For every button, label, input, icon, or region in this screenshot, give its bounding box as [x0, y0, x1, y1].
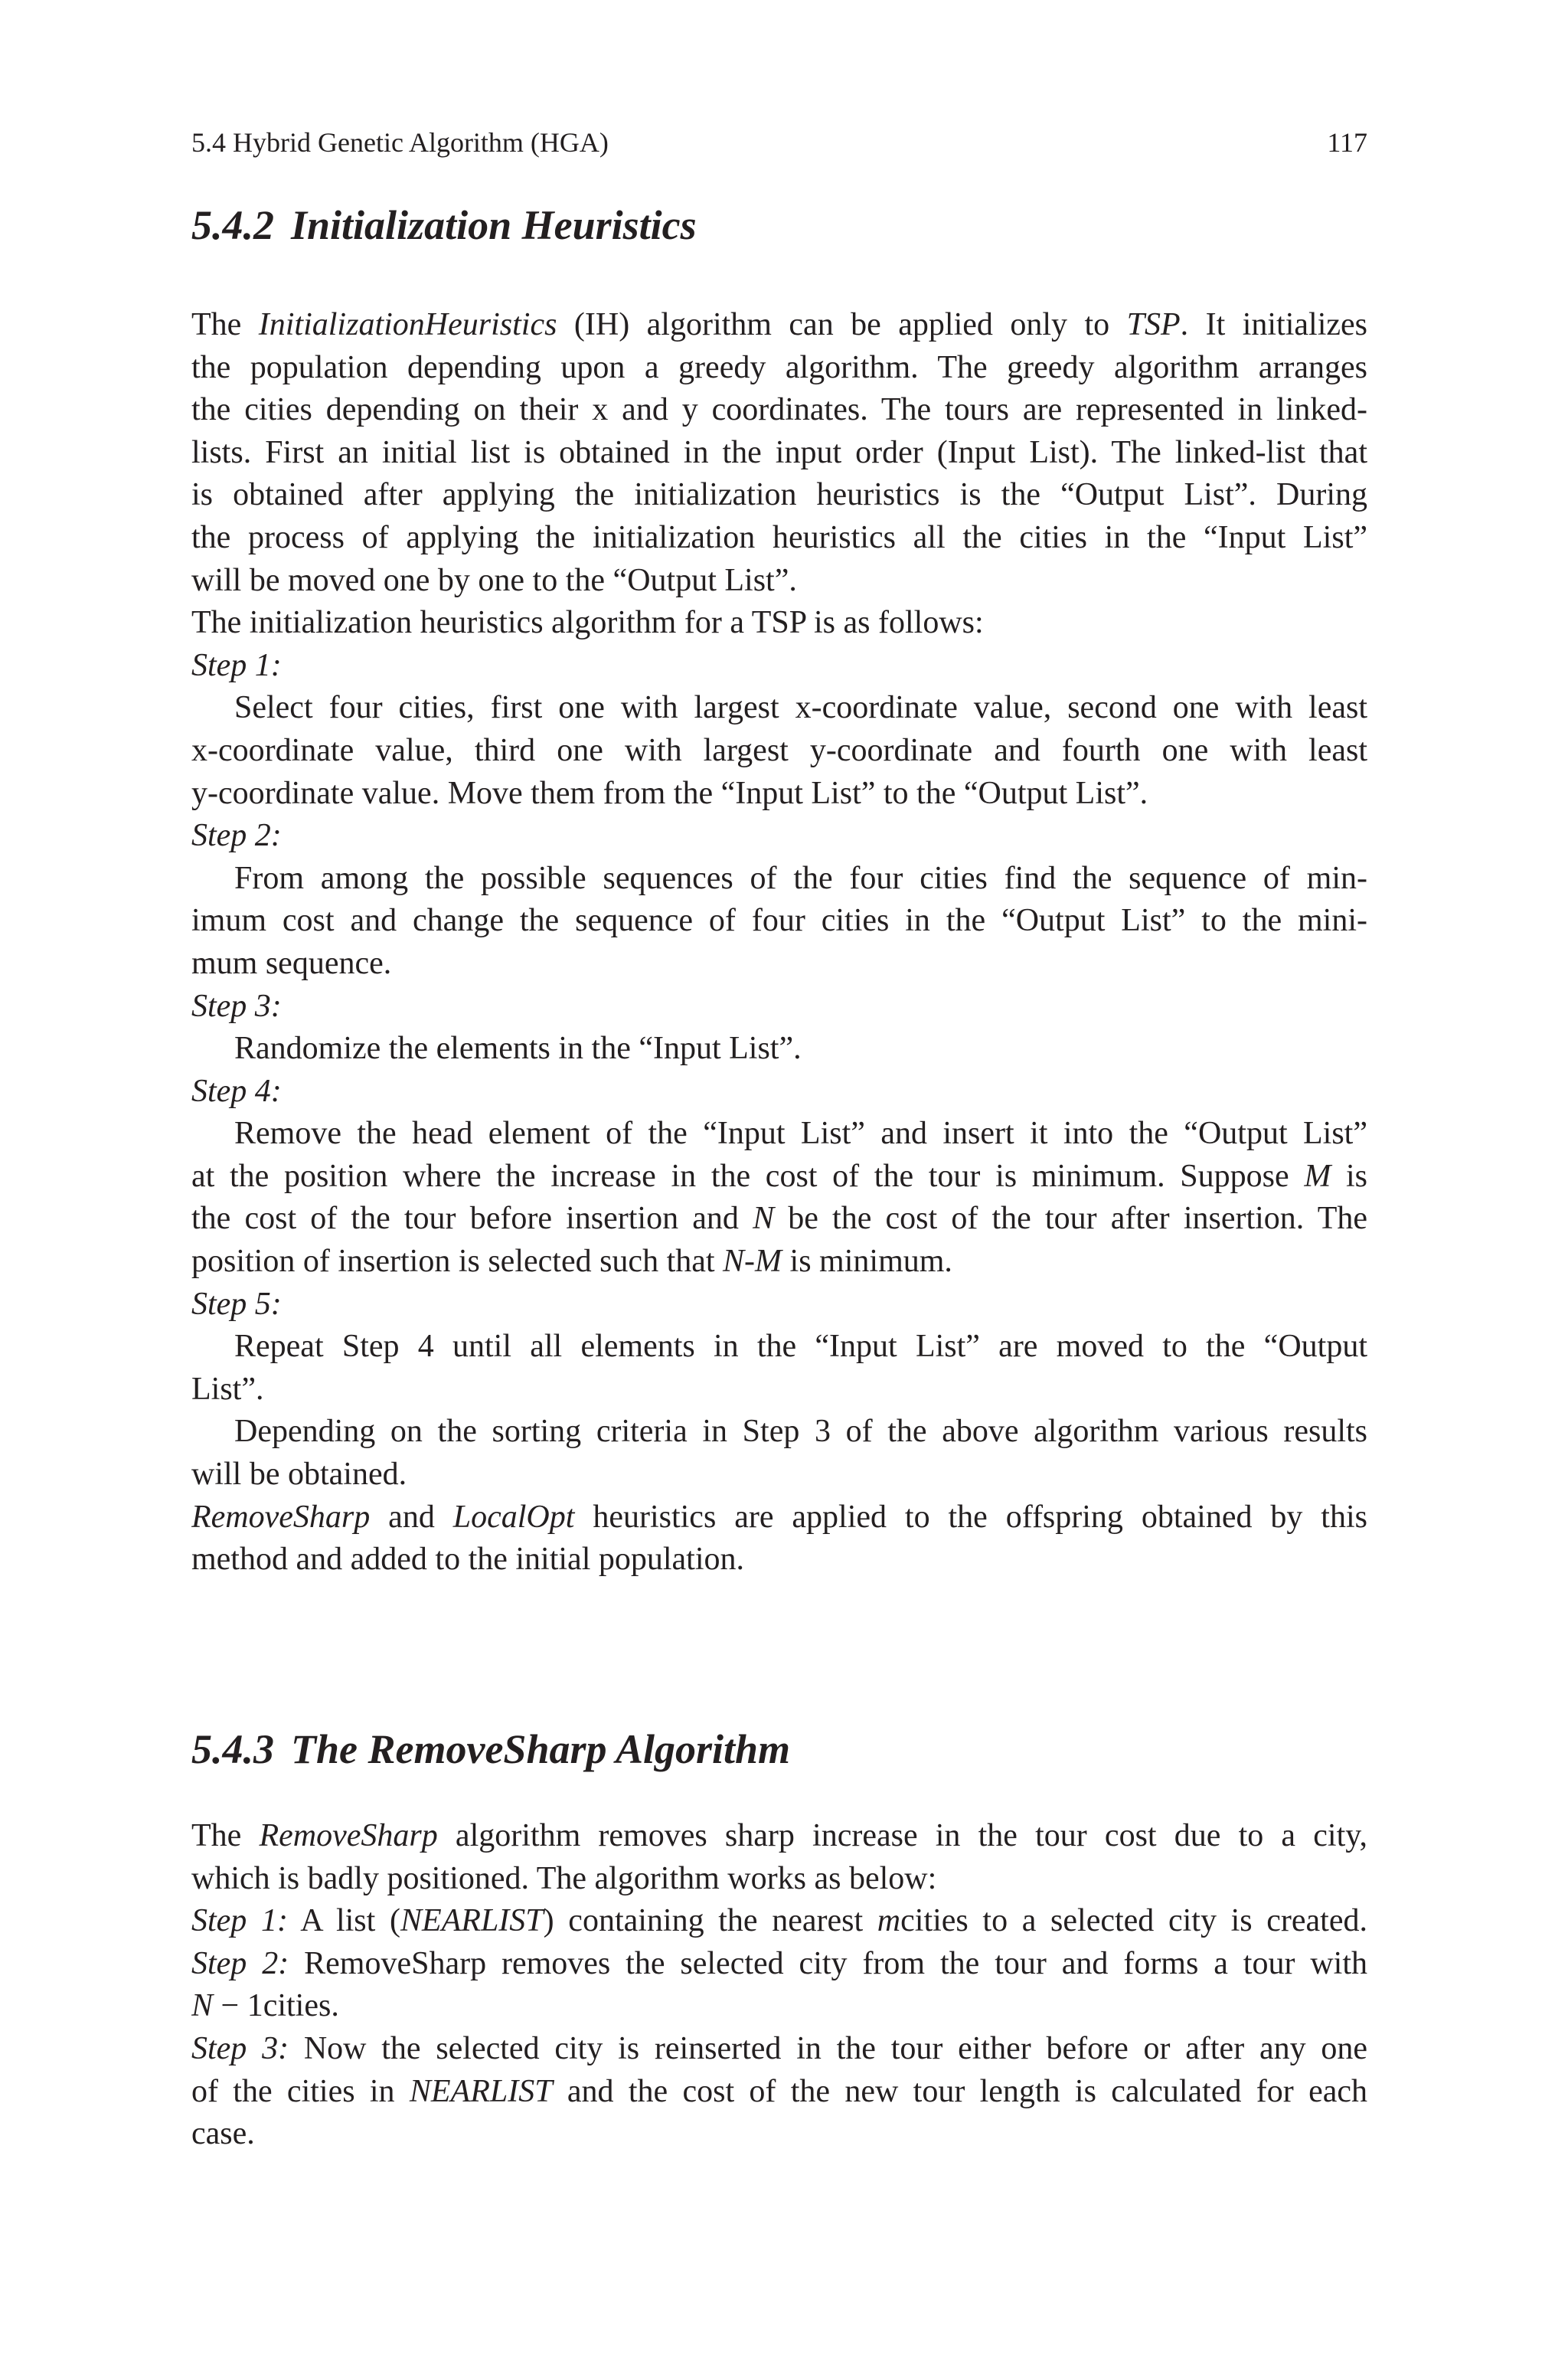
- text-run: The: [191, 1818, 260, 1853]
- text-run: RemoveSharp removes the selected city from the tour and forms a tour with: [289, 1945, 1367, 1981]
- paragraph-line: the population depending upon a greedy algorithm. The greedy algorithm arranges: [191, 349, 1367, 385]
- section-title: Initialization Heuristics: [291, 202, 697, 248]
- paragraph-line: [191, 1815, 1367, 1858]
- paragraph-line: y-coordinate value. Move them from the “Input List” to the “Output List”.: [191, 775, 1148, 811]
- paragraph-line: will be moved one by one to the “Output List”.: [191, 562, 797, 598]
- paragraph-line: method and added to the initial population.: [191, 1542, 745, 1578]
- paragraph-line: [191, 1900, 1367, 1943]
- paragraph-line: the process of applying the initialization heuristics all the cities in the “Input List”: [191, 519, 1367, 555]
- step-label-text: Step 1:: [191, 647, 282, 683]
- paragraph-line: Remove the head element of the “Input List” and insert it into the “Output List”: [234, 1116, 1367, 1152]
- running-head-section: 5.4 Hybrid Genetic Algorithm (HGA): [191, 127, 609, 158]
- paragraph-line: Randomize the elements in the “Input List”.: [234, 1031, 802, 1067]
- paragraph-line: List”.: [191, 1371, 264, 1407]
- paragraph-line: [191, 1156, 1367, 1199]
- paragraph-line: is obtained after applying the initialization heuristics is the “Output List”. During: [191, 477, 1367, 513]
- paragraph-line: imum cost and change the sequence of four cities in the “Output List” to the mini-: [191, 903, 1367, 939]
- page-number: 117: [1327, 127, 1367, 158]
- paragraph-line: The initialization heuristics algorithm for a TSP is as follows:: [191, 605, 984, 641]
- paragraph-line: [191, 1198, 1367, 1241]
- paragraph-line: the cities depending on their x and y coordinates. The tours are represented in linked-: [191, 392, 1367, 428]
- italic-term: N: [753, 1201, 775, 1237]
- step-label: [191, 645, 1367, 688]
- paragraph-line: [191, 2071, 1367, 2114]
- italic-term: N: [191, 1988, 214, 2024]
- italic-term: m: [877, 1903, 901, 1939]
- step-label-text: Step 3:: [191, 2030, 289, 2066]
- text-run: is: [1331, 1158, 1367, 1194]
- italic-term: RemoveSharp: [259, 1818, 438, 1853]
- step-label: [191, 1071, 1367, 1114]
- paragraph-line: lists. First an initial list is obtained in the input order (Input List). The linked-list that: [191, 434, 1367, 470]
- paragraph-line: x-coordinate value, third one with largest y-coordinate and fourth one with least: [191, 732, 1367, 768]
- step-label-text: Step 2:: [191, 818, 282, 854]
- paragraph-line: [191, 2028, 1367, 2071]
- text-run: is minimum.: [782, 1244, 952, 1280]
- text-run: the cost of the tour before insertion and: [191, 1201, 753, 1237]
- section-heading-5-4-3: [191, 1725, 790, 1774]
- text-run: (IH) algorithm can be applied only to: [557, 307, 1127, 342]
- italic-term: LocalOpt: [452, 1499, 575, 1535]
- step-label: [191, 986, 1367, 1029]
- step-label: [191, 815, 1367, 858]
- paragraph-line: mum sequence.: [191, 945, 392, 981]
- paragraph-line: [191, 1241, 1367, 1284]
- step-label-text: Step 5:: [191, 1286, 282, 1322]
- running-head: [191, 124, 1367, 161]
- section-body-5-4-3: [191, 1815, 1367, 2156]
- step-label-text: Step 3:: [191, 988, 282, 1024]
- text-run: A list (: [287, 1903, 400, 1939]
- text-run: . It initializes: [1180, 307, 1367, 342]
- paragraph-line: Depending on the sorting criteria in Step 3 of the above algorithm various results: [234, 1414, 1367, 1450]
- paragraph-line: Repeat Step 4 until all elements in the “Input List” are moved to the “Output: [234, 1329, 1367, 1365]
- italic-term: NEARLIST: [400, 1903, 544, 1939]
- section-number: 5.4.3: [191, 1726, 274, 1772]
- text-run: − 1cities.: [213, 1988, 339, 2024]
- italic-term: NEARLIST: [409, 2073, 553, 2109]
- text-run: and the cost of the new tour length is calculated for each: [552, 2073, 1367, 2109]
- text-run: heuristics are applied to the offspring obtained by this: [574, 1499, 1367, 1535]
- step-label-text: Step 4:: [191, 1073, 282, 1109]
- paragraph-line: [191, 1943, 1367, 1986]
- paragraph-line: [191, 1985, 1367, 2028]
- section-title: The RemoveSharp Algorithm: [291, 1726, 791, 1772]
- text-run: algorithm removes sharp increase in the tour cost due to a city,: [437, 1818, 1367, 1853]
- text-run: The: [191, 307, 259, 342]
- step-label-text: Step 1:: [191, 1903, 288, 1939]
- paragraph-line: From among the possible sequences of the four cities find the sequence of min-: [234, 860, 1367, 896]
- step-label-text: Step 2:: [191, 1945, 289, 1981]
- section-body-5-4-2: [191, 304, 1367, 1581]
- paragraph-line: Select four cities, first one with largest x-coordinate value, second one with least: [234, 690, 1367, 726]
- paragraph-line: [191, 1496, 1367, 1539]
- italic-term: N-M: [723, 1244, 782, 1280]
- text-run: cities to a selected city is created.: [900, 1903, 1367, 1939]
- paragraph-line: [191, 304, 1367, 347]
- paragraph-line: will be obtained.: [191, 1457, 407, 1493]
- text-run: Now the selected city is reinserted in the tour either before or after any one: [289, 2030, 1367, 2066]
- text-run: and: [370, 1499, 453, 1535]
- text-run: at the position where the increase in the cost of the tour is minimum. Suppose: [191, 1158, 1305, 1194]
- paragraph-line: case.: [191, 2116, 255, 2152]
- italic-term: M: [1304, 1158, 1331, 1194]
- paragraph-line: which is badly positioned. The algorithm works as below:: [191, 1860, 937, 1896]
- text-run: position of insertion is selected such that: [191, 1244, 724, 1280]
- section-heading-5-4-2: [191, 201, 697, 250]
- text-run: be the cost of the tour after insertion. The: [774, 1201, 1367, 1237]
- italic-term: RemoveSharp: [191, 1499, 371, 1535]
- italic-term: InitializationHeuristics: [258, 307, 557, 342]
- text-run: of the cities in: [191, 2073, 410, 2109]
- step-label: [191, 1284, 1367, 1326]
- italic-term: TSP: [1126, 307, 1181, 342]
- text-run: ) containing the nearest: [543, 1903, 877, 1939]
- section-number: 5.4.2: [191, 202, 274, 248]
